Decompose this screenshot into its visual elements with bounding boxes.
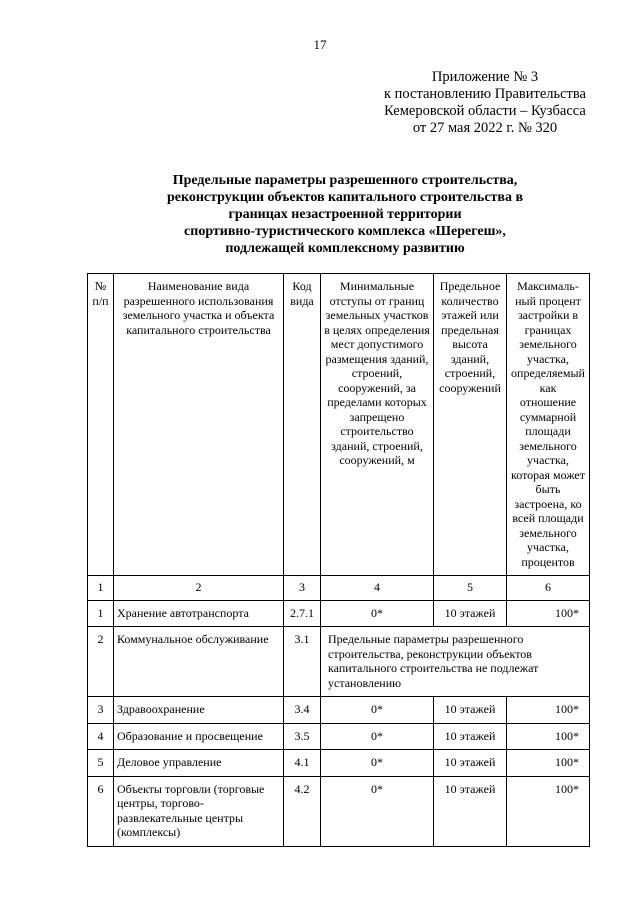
use-type-code: 3.4 xyxy=(284,697,321,724)
floors-value: 10 этажей xyxy=(434,750,507,777)
use-type-name: Хранение автотранспорта xyxy=(114,600,284,627)
header-setback: Минимальные отступы от границ земельных участков в целях определения мест допустимого размещения зданий, строений, сооружений, за пределами которых запрещено строительство зданий, строений, сооружений, м xyxy=(321,274,434,576)
row-number: 1 xyxy=(88,600,114,627)
use-type-code: 3.5 xyxy=(284,723,321,750)
coverage-value: 100* xyxy=(507,776,590,846)
use-type-code: 4.2 xyxy=(284,776,321,846)
use-type-name: Образование и просвещение xyxy=(114,723,284,750)
column-number: 1 xyxy=(88,576,114,601)
floors-value: 10 этажей xyxy=(434,776,507,846)
appendix-reference xyxy=(384,69,586,137)
title-line: подлежащей комплексному развитию xyxy=(225,241,465,256)
header-coverage: Максималь-ный процент застройки в границах земельного участка, определяемый как отношение суммарной площади земельного участка, которая может быть застроена, ко всей площади земельного участка, процентов xyxy=(507,274,590,576)
title-line: реконструкции объектов капитального строительства в xyxy=(166,190,524,205)
column-number-row xyxy=(88,576,590,601)
column-number: 4 xyxy=(321,576,434,601)
row-number: 3 xyxy=(88,697,114,724)
use-type-code: 3.1 xyxy=(284,627,321,697)
setback-value: 0* xyxy=(321,600,434,627)
appendix-line: Кемеровской области – Кузбасса xyxy=(384,103,586,119)
floors-value: 10 этажей xyxy=(434,723,507,750)
floors-value: 10 этажей xyxy=(434,600,507,627)
coverage-value: 100* xyxy=(507,723,590,750)
title-line: спортивно-туристического комплекса «Шерегеш», xyxy=(184,224,506,239)
appendix-line: к постановлению Правительства xyxy=(384,86,586,102)
setback-value: 0* xyxy=(321,697,434,724)
header-use-type: Наименование вида разрешенного использования земельного участка и объекта капитального строительства xyxy=(114,274,284,576)
table-row xyxy=(88,697,590,724)
setback-value: 0* xyxy=(321,776,434,846)
setback-value: 0* xyxy=(321,723,434,750)
column-number: 3 xyxy=(284,576,321,601)
row-number: 2 xyxy=(88,627,114,697)
table-row xyxy=(88,776,590,846)
column-number: 5 xyxy=(434,576,507,601)
setback-value: 0* xyxy=(321,750,434,777)
appendix-line: от 27 мая 2022 г. № 320 xyxy=(412,120,558,136)
column-number: 6 xyxy=(507,576,590,601)
use-type-code: 2.7.1 xyxy=(284,600,321,627)
column-number: 2 xyxy=(114,576,284,601)
page-number: 17 xyxy=(313,37,327,52)
coverage-value: 100* xyxy=(507,750,590,777)
row-number: 5 xyxy=(88,750,114,777)
table-row xyxy=(88,750,590,777)
use-type-name: Деловое управление xyxy=(114,750,284,777)
document-title xyxy=(110,172,580,257)
header-row xyxy=(88,274,590,576)
not-applicable-note: Предельные параметры разрешенного строительства, реконструкции объектов капитального строительства не подлежат установлению xyxy=(321,627,590,697)
row-number: 6 xyxy=(88,776,114,846)
use-type-name: Здравоохранение xyxy=(114,697,284,724)
header-code: Код вида xyxy=(284,274,321,576)
table-row xyxy=(88,600,590,627)
appendix-line: Приложение № 3 xyxy=(431,69,539,85)
header-floors: Предельное количество этажей или предельная высота зданий, строений, сооружений xyxy=(434,274,507,576)
coverage-value: 100* xyxy=(507,600,590,627)
floors-value: 10 этажей xyxy=(434,697,507,724)
title-line: границах незастроенной территории xyxy=(228,207,462,222)
table-row xyxy=(88,723,590,750)
use-type-name: Объекты торговли (торговые центры, торгово-развлекательные центры (комплексы) xyxy=(114,776,284,846)
use-type-name: Коммунальное обслуживание xyxy=(114,627,284,697)
use-type-code: 4.1 xyxy=(284,750,321,777)
table-row xyxy=(88,627,590,697)
coverage-value: 100* xyxy=(507,697,590,724)
header-number: № п/п xyxy=(88,274,114,576)
row-number: 4 xyxy=(88,723,114,750)
parameters-table xyxy=(87,273,590,847)
title-line: Предельные параметры разрешенного строительства, xyxy=(172,173,518,188)
